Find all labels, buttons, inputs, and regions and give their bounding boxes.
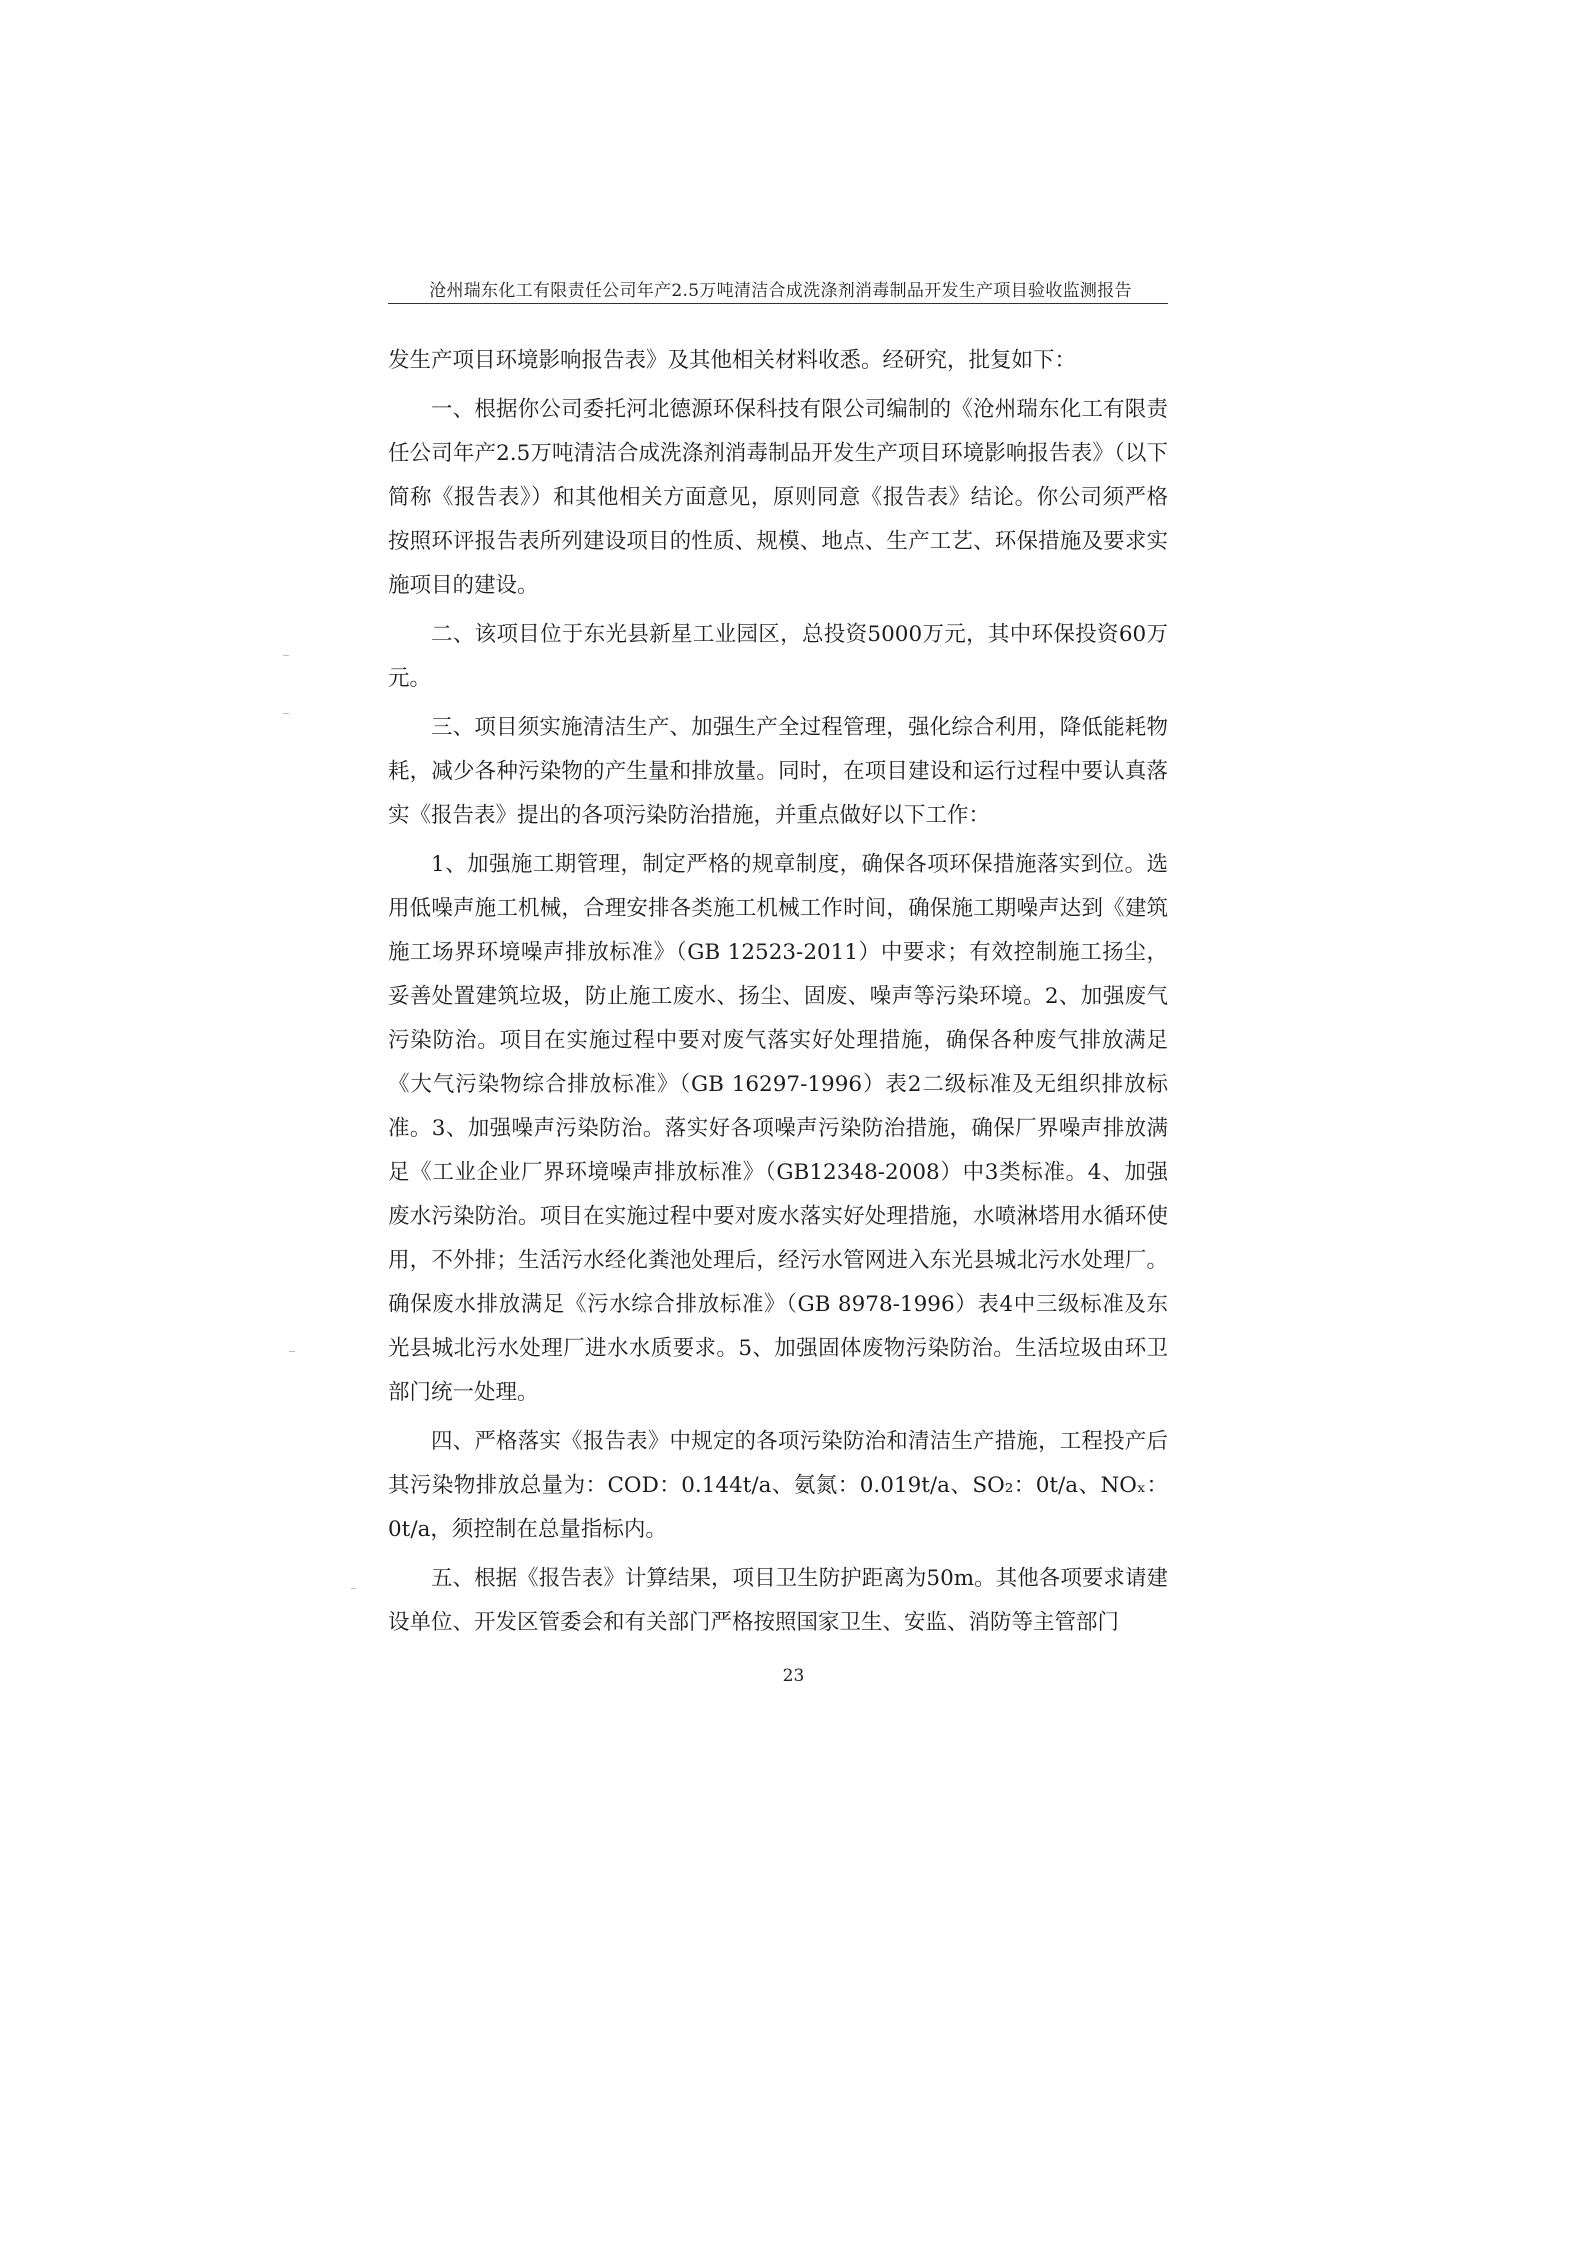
paragraph-item-4: 四、严格落实《报告表》中规定的各项污染防治和清洁生产措施，工程投产后其污染物排放总量为：COD：0.144t/a、氨氮：0.019t/a、SO₂：0t/a、NOₓ：0t/a，须控制在总量指标内。 [388,1429,1168,1542]
scan-mark [289,1351,295,1352]
scan-mark [283,655,289,656]
scan-mark [351,1588,356,1589]
paragraph-item-1: 一、根据你公司委托河北德源环保科技有限公司编制的《沧州瑞东化工有限责任公司年产2.5万吨清洁合成洗涤剂消毒制品开发生产项目环境影响报告表》（以下简称《报告表》）和其他相关方面意见，原则同意《报告表》结论。你公司须严格按照环评报告表所列建设项目的性质、规模、地点、生产工艺、环保措施及要求实施项目的建设。 [388,397,1168,598]
page-header: 沧州瑞东化工有限责任公司年产2.5万吨清洁合成洗涤剂消毒制品开发生产项目验收监测报告 [429,281,1132,301]
page-number: 23 [782,1666,805,1686]
paragraph-item-3: 三、项目须实施清洁生产、加强生产全过程管理，强化综合利用，降低能耗物耗，减少各种污染物的产生量和排放量。同时，在项目建设和运行过程中要认真落实《报告表》提出的各项污染防治措施，并重点做好以下工作： [388,715,1168,828]
paragraph-work-items: 1、加强施工期管理，制定严格的规章制度，确保各项环保措施落实到位。选用低噪声施工机械，合理安排各类施工机械工作时间，确保施工期噪声达到《建筑施工场界环境噪声排放标准》（GB 12523-2011）中要求；有效控制施工扬尘，妥善处置建筑垃圾，防止施工废水、扬尘、固废、噪声等污染环境。2、加强废气污染防治。项目在实施过程中要对废气落实好处理措施，确保各种废气排放满足《大气污染物综合排放标准》（GB 16297-1996）表2二级标准及无组织排放标准。3、加强噪声污染防治。落实好各项噪声污染防治措施，确保厂界噪声排放满足《工业企业厂界环境噪声排放标准》（GB12348-2008）中3类标准。4、加强废水污染防治。项目在实施过程中要对废水落实好处理措施，水喷淋塔用水循环使用，不外排；生活污水经化粪池处理后，经污水管网进入东光县城北污水处理厂。确保废水排放满足《污水综合排放标准》（GB 8978-1996）表4中三级标准及东光县城北污水处理厂进水水质要求。5、加强固体废物污染防治。生活垃圾由环卫部门统一处理。 [388,852,1168,1405]
paragraph-item-5: 五、根据《报告表》计算结果，项目卫生防护距离为50m。其他各项要求请建设单位、开发区管委会和有关部门严格按照国家卫生、安监、消防等主管部门 [388,1566,1168,1635]
body-text [388,339,1168,1650]
paragraph-continuation: 发生产项目环境影响报告表》及其他相关材料收悉。经研究，批复如下： [388,348,1077,373]
header-divider [388,303,1168,304]
scan-mark [283,713,289,714]
paragraph-item-2: 二、该项目位于东光县新星工业园区，总投资5000万元，其中环保投资60万元。 [388,622,1168,691]
